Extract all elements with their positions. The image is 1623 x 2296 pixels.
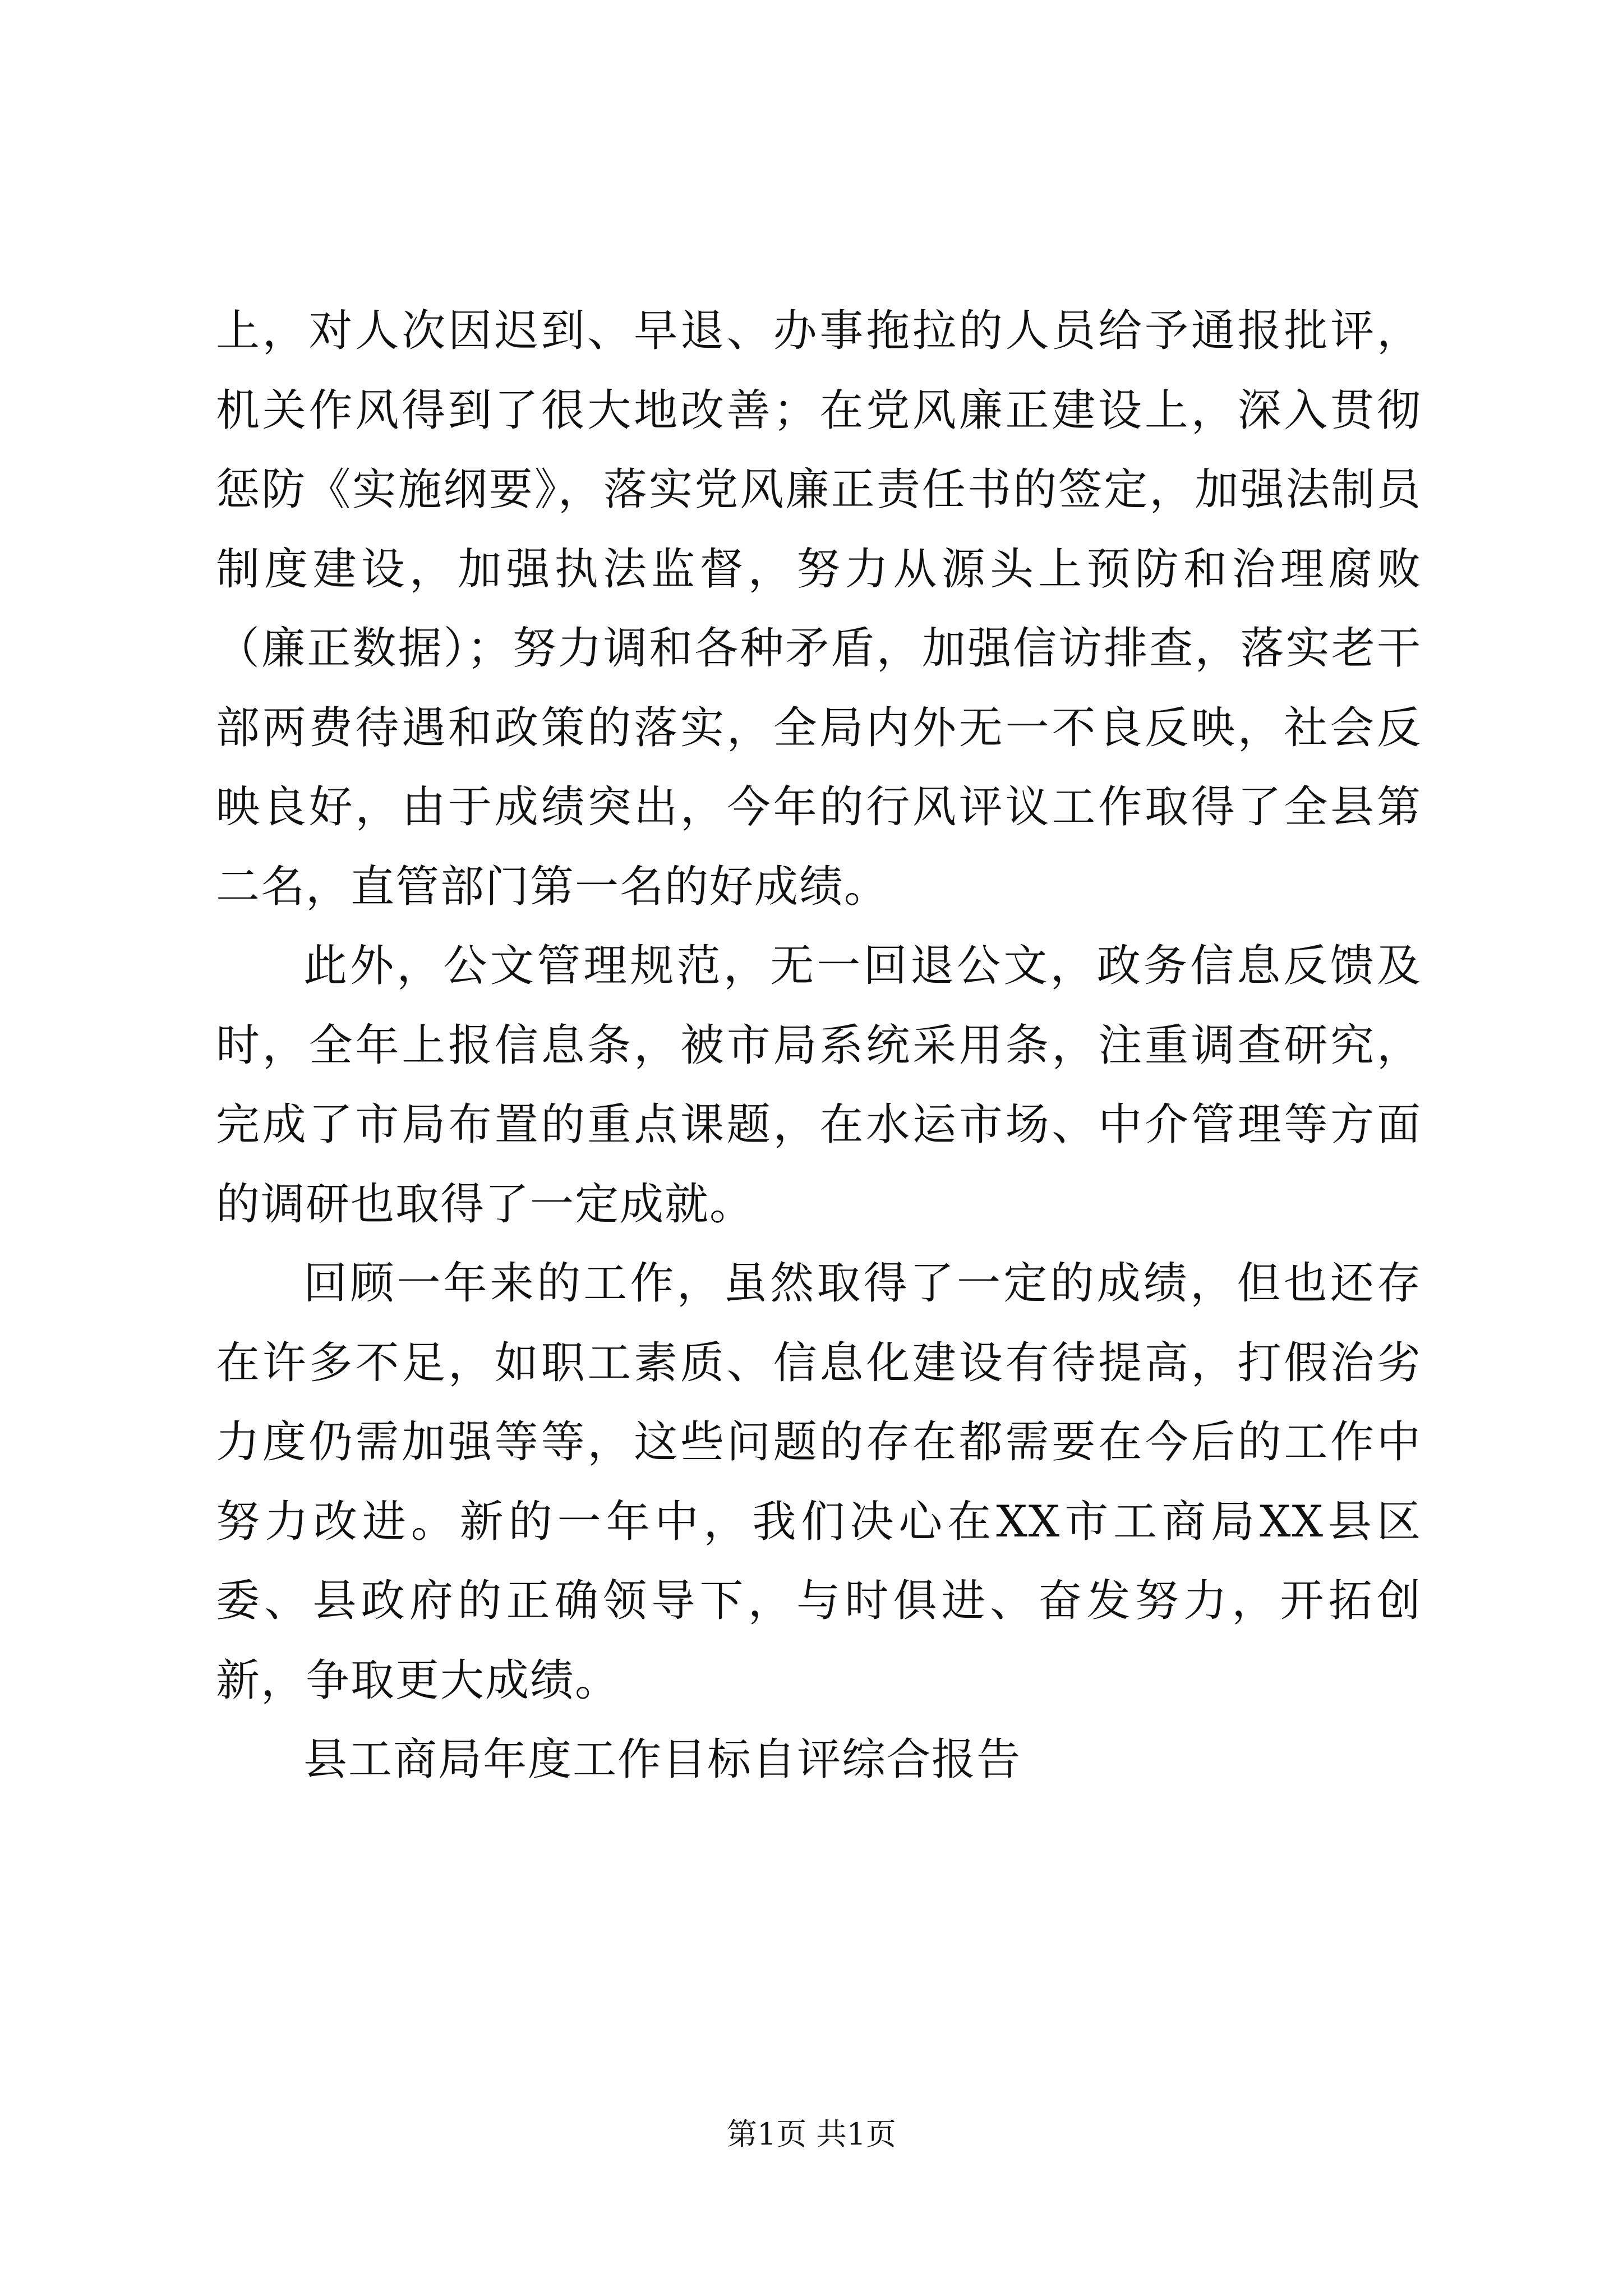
paragraph-3: 回顾一年来的工作，虽然取得了一定的成绩，但也还存在许多不足，如职工素质、信息化建设有待提高，打假治劣力度仍需加强等等，这些问题的存在都需要在今后的工作中努力改进。新的一年中，我们决心在XX市工商局XX县区委、县政府的正确领导下，与时俱进、奋发努力，开拓创新，争取更大成绩。 [216, 1258, 1422, 1706]
report-title-line: 县工商局年度工作目标自评综合报告 [303, 1734, 1022, 1785]
paragraph-2: 此外，公文管理规范，无一回退公文，政务信息反馈及时，全年上报信息条，被市局系统采用条，注重调查研究，完成了市局布置的重点课题，在水运市场、中介管理等方面的调研也取得了一定成就。 [216, 941, 1422, 1230]
paragraph-1: 上，对人次因迟到、早退、办事拖拉的人员给予通报批评，机关作风得到了很大地改善；在党风廉正建设上，深入贯彻惩防《实施纲要》，落实党风廉正责任书的签定，加强法制员制度建设，加强执法监督，努力从源头上预防和治理腐败（廉正数据）；努力调和各种矛盾，加强信访排查，落实老干部两费待遇和政策的落实，全局内外无一不良反映，社会反映良好，由于成绩突出，今年的行风评议工作取得了全县第二名，直管部门第一名的好成绩。 [216, 306, 1422, 912]
document-body [216, 292, 1422, 1800]
page-footer: 第1页 共1页 [727, 2116, 896, 2152]
